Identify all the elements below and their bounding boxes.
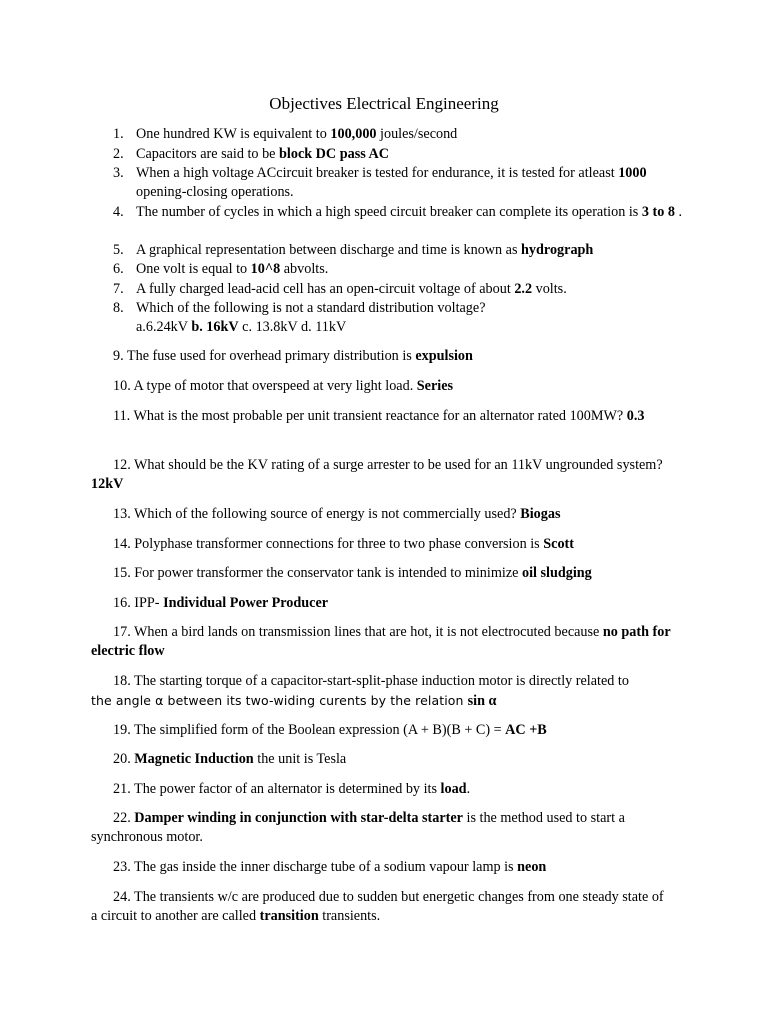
question-text: opening-closing operations. — [136, 184, 294, 201]
question-text: Capacitors are said to be — [136, 145, 280, 162]
question-text: . — [466, 780, 471, 797]
list-item — [113, 164, 688, 203]
question-text: 17. When a bird lands on transmission lines that are hot, it is not electrocuted because — [113, 624, 603, 640]
qa-paragraph — [91, 377, 671, 396]
list-number: 3. — [113, 165, 124, 181]
list-number: 2. — [113, 145, 124, 162]
question-text: transients. — [318, 907, 381, 924]
list-number: 7. — [113, 280, 124, 297]
list-number: 4. — [113, 203, 124, 220]
answer-text: b. 16kV — [191, 319, 239, 336]
question-text: c. 13.8kV d. 11kV — [238, 319, 347, 336]
list-text — [136, 203, 688, 222]
list-text — [136, 280, 688, 299]
list-number: 8. — [113, 300, 124, 316]
page-title: Objectives Electrical Engineering — [269, 94, 499, 113]
question-text: 9. The fuse used for overhead primary distribution is — [113, 348, 416, 364]
qa-paragraph — [91, 407, 671, 426]
question-text: 16. IPP- — [113, 594, 164, 611]
answer-text: expulsion — [415, 348, 473, 364]
answer-text: hydrograph — [521, 242, 594, 258]
qa-paragraph — [91, 809, 671, 848]
list-item — [113, 125, 688, 144]
answer-text: Damper winding in conjunction with star-delta starter — [134, 810, 463, 826]
qa-paragraph — [91, 347, 671, 366]
list-text — [136, 260, 688, 279]
answer-text: neon — [517, 859, 547, 875]
qa-paragraph — [91, 456, 671, 495]
question-text: A graphical representation between discharge and time is known as — [136, 242, 522, 258]
answer-text: block DC pass AC — [279, 145, 389, 162]
answer-text: 12kV — [91, 476, 124, 493]
question-text: joules/second — [376, 126, 458, 142]
qa-paragraph — [91, 623, 671, 662]
list-text — [136, 145, 688, 164]
answer-text: 2.2 — [514, 280, 533, 297]
list-text — [136, 299, 688, 338]
question-text: When a high voltage ACcircuit breaker is tested for endurance, it is tested for atleast — [136, 165, 619, 181]
qa-paragraph — [91, 594, 671, 613]
list-number: 1. — [113, 126, 124, 142]
answer-text: no path for electric flow — [91, 624, 671, 660]
list-item — [113, 299, 688, 338]
list-item — [113, 260, 688, 279]
question-text: 13. Which of the following source of energy is not commercially used? — [113, 506, 521, 522]
answer-text: 100,000 — [330, 126, 377, 142]
list-item — [113, 241, 688, 260]
question-text: a.6.24kV — [136, 319, 192, 336]
list-item — [113, 203, 688, 222]
question-text: 18. The starting torque of a capacitor-start-split-phase induction motor is directly related to — [113, 673, 629, 689]
question-text: the angle α between its two-widing curents by the relation — [91, 693, 468, 709]
answer-text: 10^8 — [250, 261, 281, 277]
answer-text: 1000 — [618, 165, 647, 181]
question-text: 22. — [113, 810, 135, 826]
qa-paragraph — [91, 780, 671, 799]
answer-text: 3 to 8 — [641, 203, 675, 220]
question-text: 11. What is the most probable per unit transient reactance for an alternator rated 100MW? — [113, 407, 627, 424]
question-text: A fully charged lead-acid cell has an open-circuit voltage of about — [136, 280, 515, 297]
answer-text: AC +B — [505, 721, 547, 738]
answer-text: Series — [416, 378, 454, 394]
question-text: 19. The simplified form of the Boolean expression (A + B)(B + C) = — [113, 721, 506, 738]
question-text: is the method used to start a synchronous motor. — [91, 810, 625, 846]
question-text: The number of cycles in which a high speed circuit breaker can complete its operation is — [136, 203, 642, 220]
qa-paragraph — [91, 750, 671, 769]
answer-text: Biogas — [520, 506, 561, 522]
list-number: 6. — [113, 261, 124, 277]
qa-paragraph — [91, 564, 671, 583]
answer-text: Scott — [543, 535, 574, 552]
list-item — [113, 145, 688, 164]
list-text — [136, 164, 688, 203]
question-text: the unit is Tesla — [253, 751, 347, 767]
qa-paragraph — [91, 535, 671, 554]
question-text: One volt is equal to — [136, 261, 251, 277]
question-text: 12. What should be the KV rating of a surge arrester to be used for an 11kV ungrounded system? — [113, 457, 663, 473]
question-text: 15. For power transformer the conservator tank is intended to minimize — [113, 565, 522, 581]
question-text: 21. The power factor of an alternator is determined by its — [113, 780, 441, 797]
list-text — [136, 125, 688, 144]
qa-paragraph — [91, 721, 671, 740]
question-text: 24. The transients w/c are produced due to sudden but energetic changes from one steady state of a circuit to another are called — [91, 888, 664, 924]
question-text: Which of the following is not a standard distribution voltage? — [136, 300, 486, 316]
answer-text: Individual Power Producer — [163, 594, 329, 611]
answer-text: load — [440, 780, 467, 797]
qa-paragraph — [91, 672, 671, 712]
list-text — [136, 241, 688, 260]
answer-text: 0.3 — [626, 407, 645, 424]
qa-paragraph — [91, 888, 671, 927]
list-number: 5. — [113, 242, 124, 258]
answer-text: sin α — [467, 693, 497, 710]
qa-paragraph — [91, 505, 671, 524]
answer-text: Magnetic Induction — [134, 751, 254, 767]
question-text: One hundred KW is equivalent to — [136, 126, 331, 142]
question-text: volts. — [532, 280, 567, 297]
answer-text: oil sludging — [521, 565, 592, 581]
answer-text: transition — [259, 907, 319, 924]
question-text: 10. A type of motor that overspeed at very light load. — [113, 378, 417, 394]
qa-paragraph — [91, 858, 671, 877]
question-text: 23. The gas inside the inner discharge tube of a sodium vapour lamp is — [113, 859, 518, 875]
question-text: . — [674, 203, 683, 220]
question-text: 14. Polyphase transformer connections for three to two phase conversion is — [113, 535, 544, 552]
list-item — [113, 280, 688, 299]
question-text: 20. — [113, 751, 135, 767]
question-text: abvolts. — [280, 261, 329, 277]
